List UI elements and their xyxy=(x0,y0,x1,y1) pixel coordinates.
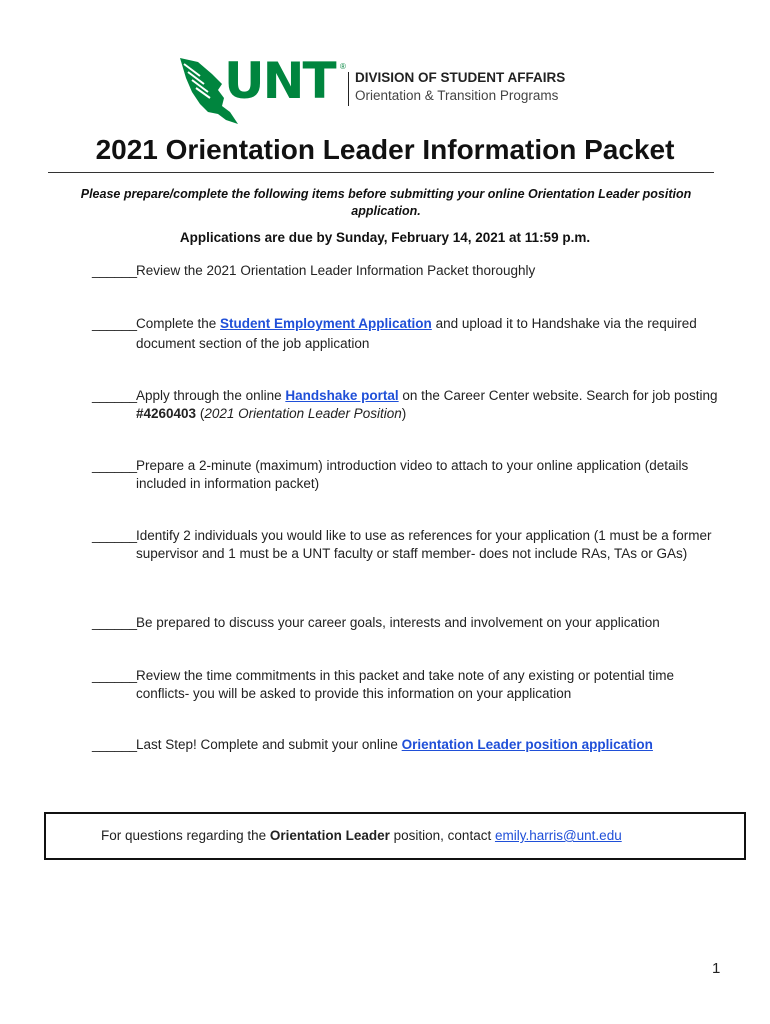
item-text: Identify 2 individuals you would like to use as references for your application (1 must be a former supervisor and 1 must be a UNT faculty or staff member- does not include RAs, TAs or GAs) xyxy=(136,528,712,561)
handshake-portal-link[interactable]: Handshake portal xyxy=(285,388,399,403)
contact-text: position, contact xyxy=(389,828,495,843)
item-text: ( xyxy=(196,405,205,421)
contact-text: For questions regarding the xyxy=(101,828,270,843)
item-text: Apply through the online xyxy=(136,388,286,403)
checklist-item xyxy=(92,527,728,562)
checklist-item xyxy=(92,262,728,280)
orientation-leader-application-link[interactable]: Orientation Leader position application xyxy=(401,737,653,752)
item-text: ) xyxy=(401,405,407,421)
checkbox-blank: ______ xyxy=(92,737,138,752)
checkbox-blank: ______ xyxy=(92,615,138,630)
item-text: Be prepared to discuss your career goals, interests and involvement on your application xyxy=(136,615,660,630)
header-divider xyxy=(348,72,349,106)
item-text: Last Step! Complete and submit your online xyxy=(136,737,402,752)
intro-text: Please prepare/complete the following items before submitting your online Orientation Leader position application. xyxy=(80,187,692,218)
unt-header-logo xyxy=(178,52,598,128)
checkbox-blank: ______ xyxy=(92,458,138,473)
checkbox-blank: ______ xyxy=(92,316,138,331)
checkbox-blank: ______ xyxy=(92,388,138,403)
unt-logo-text: UNT xyxy=(224,52,335,110)
checkbox-blank: ______ xyxy=(92,668,138,683)
checklist-item xyxy=(92,314,728,354)
job-posting-number: #4260403 xyxy=(136,405,197,421)
contact-email-link[interactable]: emily.harris@unt.edu xyxy=(494,828,622,843)
checklist-item xyxy=(92,387,728,422)
contact-position: Orientation Leader xyxy=(269,828,390,843)
item-text: Prepare a 2-minute (maximum) introduction video to attach to your online application (details included in information packet) xyxy=(136,458,689,491)
checkbox-blank: ______ xyxy=(92,263,138,278)
checklist-item xyxy=(92,667,728,702)
contact-box xyxy=(44,812,746,860)
checklist-item xyxy=(92,614,728,632)
title-rule xyxy=(48,172,714,173)
due-date: Applications are due by Sunday, February 14, 2021 at 11:59 p.m. xyxy=(179,230,591,245)
item-text: Review the 2021 Orientation Leader Information Packet thoroughly xyxy=(136,263,536,278)
student-employment-application-link[interactable]: Student Employment Application xyxy=(220,316,432,331)
job-posting-title: 2021 Orientation Leader Position xyxy=(204,405,402,421)
registered-mark: ® xyxy=(340,62,346,71)
checkbox-blank: ______ xyxy=(92,528,138,543)
page-number: 1 xyxy=(712,960,721,977)
item-text: Review the time commitments in this packet and take note of any existing or potential time conflicts- you will be asked to provide this information on your application xyxy=(136,668,675,701)
program-name: Orientation & Transition Programs xyxy=(355,88,559,103)
checklist-item xyxy=(92,736,728,754)
item-text: and upload it to Handshake via the required document section of the job application xyxy=(136,316,697,351)
checklist-item xyxy=(92,457,728,492)
division-name: DIVISION OF STUDENT AFFAIRS xyxy=(355,70,566,85)
page-title: 2021 Orientation Leader Information Packet xyxy=(95,134,675,165)
item-text: on the Career Center website. Search for job posting xyxy=(398,388,718,403)
item-text: Complete the xyxy=(136,316,221,331)
